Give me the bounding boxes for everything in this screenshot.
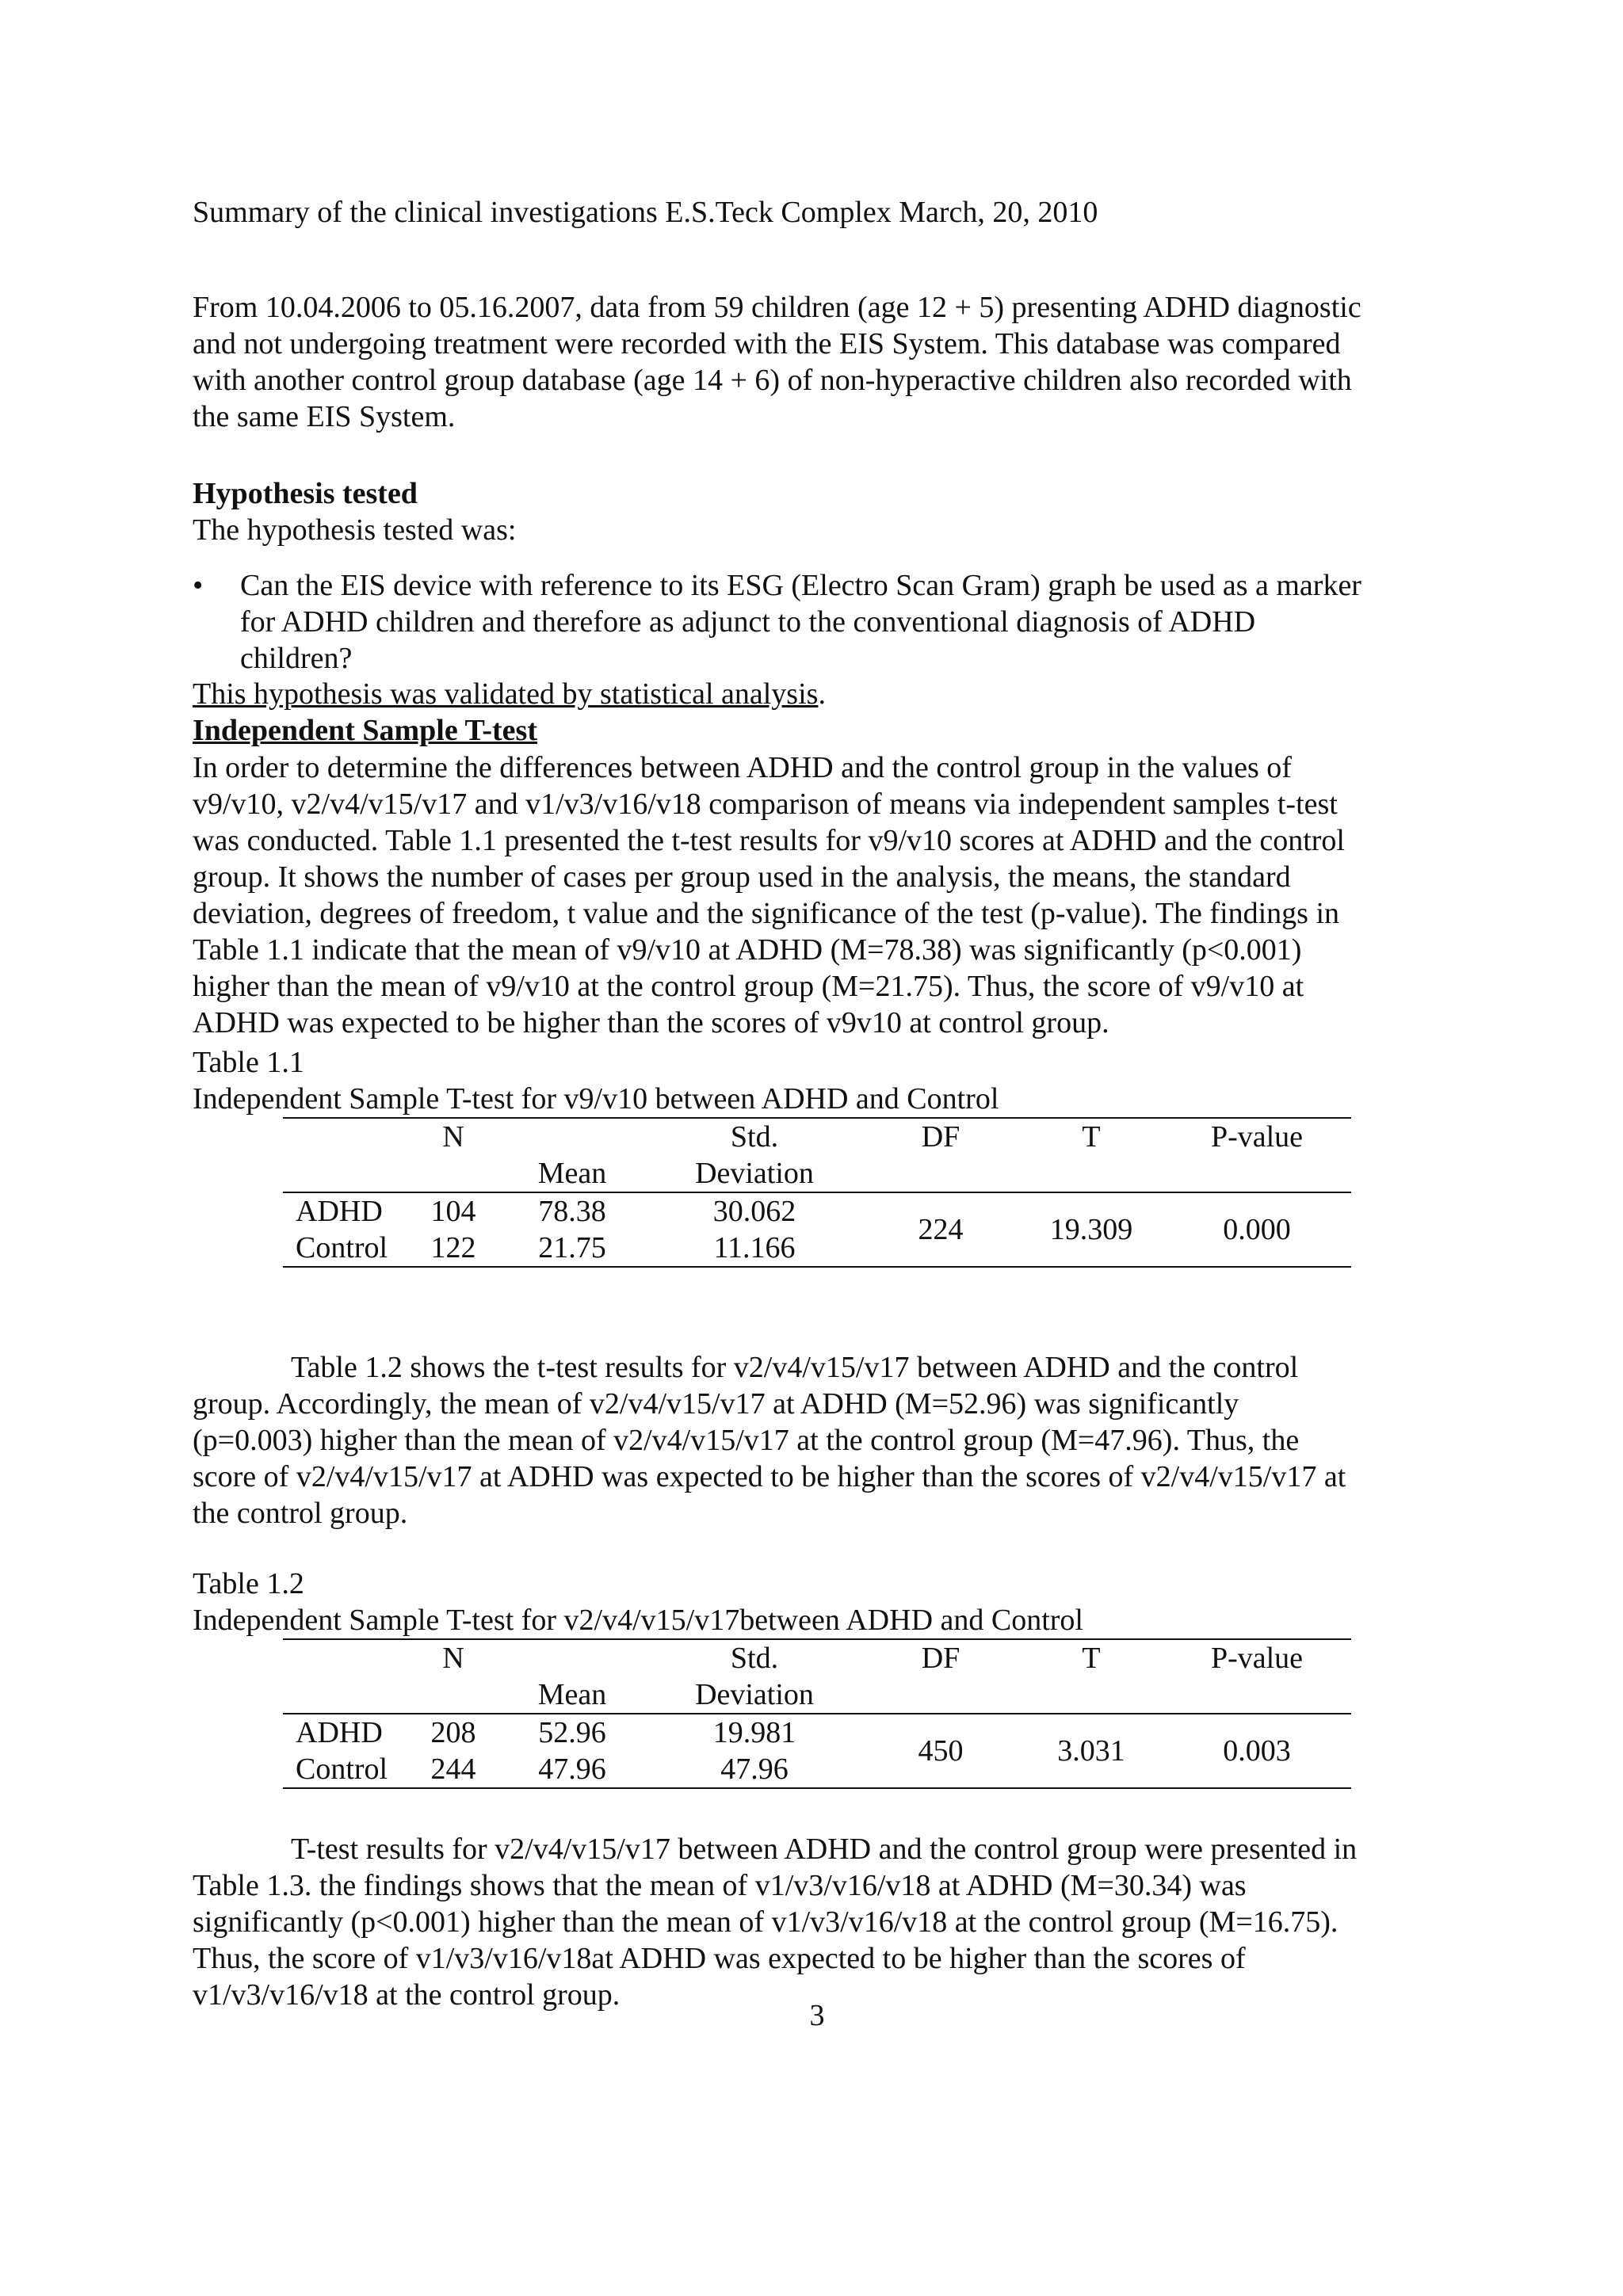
table2-t: 3.031 <box>1020 1714 1163 1788</box>
table1-header-n: N <box>410 1118 497 1155</box>
table1-row-std: 11.166 <box>647 1230 861 1267</box>
table2-header-mean-blank <box>497 1639 647 1676</box>
validated-line <box>193 676 826 712</box>
table2-header-p: P-value <box>1163 1639 1351 1676</box>
table2-header-deviation: Deviation <box>647 1676 861 1714</box>
table1 <box>283 1117 1351 1268</box>
table2-row-mean: 52.96 <box>538 1716 606 1749</box>
table1-row-std: 30.062 <box>712 1195 796 1228</box>
table2-row-n: 244 <box>410 1751 497 1788</box>
table1-row-group: ADHD <box>296 1195 383 1228</box>
validated-text: This hypothesis was validated by statistical analysis <box>193 677 819 711</box>
table1-title: Independent Sample T-test for v9/v10 between ADHD and Control <box>193 1082 999 1116</box>
table1-row-mean: 21.75 <box>497 1230 647 1267</box>
hypothesis-bullet: Can the EIS device with reference to its ESG (Electro Scan Gram) graph be used as a marker for ADHD children and therefore as adjunct to the conventional diagnosis of ADHD children? <box>240 569 1361 675</box>
table2-title: Independent Sample T-test for v2/v4/v15/v17between ADHD and Control <box>193 1604 1083 1637</box>
paragraph-3: T-test results for v2/v4/v15/v17 between ADHD and the control group were presented in Table 1.3. the findings shows that the mean of v1/v3/v16/v18 at ADHD (M=30.34) was significantly (p<0.001) higher than the mean of v1/v3/v16/v18 at the control group (M=16.75). Thus, the score of v1/v3/v16/v18at ADHD was expected to be higher than the scores of v1/v3/v16/v18 at the control group. <box>193 1833 1358 2012</box>
document-header: Summary of the clinical investigations E.S.Teck Complex March, 20, 2010 <box>193 196 1098 229</box>
table1-row-mean: 78.38 <box>538 1195 606 1228</box>
page-number: 3 <box>809 1999 825 2032</box>
table2-header-df: DF <box>861 1639 1020 1676</box>
table2-row-std: 47.96 <box>647 1751 861 1788</box>
table1-header-mean-blank <box>497 1118 647 1155</box>
table2-p: 0.003 <box>1163 1714 1351 1788</box>
validated-period: . <box>818 677 826 711</box>
table1-header-df: DF <box>861 1118 1020 1155</box>
table1-header-blank <box>283 1118 410 1155</box>
table2-row-n: 208 <box>430 1716 476 1749</box>
table-row <box>283 1192 1351 1230</box>
table1-t: 19.309 <box>1020 1192 1163 1267</box>
table1-header-p: P-value <box>1163 1118 1351 1155</box>
table1-df: 224 <box>861 1192 1020 1267</box>
table2 <box>283 1638 1351 1789</box>
table2-row-group: Control <box>283 1751 410 1788</box>
table1-p: 0.000 <box>1163 1192 1351 1267</box>
table2-header-std: Std. <box>647 1639 861 1676</box>
table1-label: Table 1.1 <box>193 1046 304 1079</box>
table1-row-group: Control <box>283 1230 410 1267</box>
table2-row-mean: 47.96 <box>497 1751 647 1788</box>
table1-header-deviation: Deviation <box>647 1155 861 1192</box>
table2-row-std: 19.981 <box>712 1716 796 1749</box>
hypothesis-intro: The hypothesis tested was: <box>193 513 517 547</box>
table2-header-n: N <box>410 1639 497 1676</box>
table1-header-std: Std. <box>647 1118 861 1155</box>
table-row <box>283 1714 1351 1751</box>
table1-header-mean: Mean <box>497 1155 647 1192</box>
table1-row-n: 104 <box>430 1195 476 1228</box>
table1-header-t: T <box>1020 1118 1163 1155</box>
table2-label: Table 1.2 <box>193 1567 304 1600</box>
hypothesis-heading: Hypothesis tested <box>193 477 418 510</box>
table1-row-n: 122 <box>410 1230 497 1267</box>
intro-paragraph: From 10.04.2006 to 05.16.2007, data from 59 children (age 12 + 5) presenting ADHD diagnostic and not undergoing treatment were recorded with the EIS System. This database was compared with another control group database (age 14 + 6) of non-hyperactive children also recorded with the same EIS System. <box>193 291 1361 433</box>
paragraph-2: Table 1.2 shows the t-test results for v2/v4/v15/v17 between ADHD and the control group. Accordingly, the mean of v2/v4/v15/v17 at ADHD (M=52.96) was significantly (p=0.003) higher than the mean of v2/v4/v15/v17 at the control group (M=47.96). Thus, the score of v2/v4/v15/v17 at ADHD was expected to be higher than the scores of v2/v4/v15/v17 at the control group. <box>193 1351 1346 1530</box>
table2-header-t: T <box>1020 1639 1163 1676</box>
table2-header-blank <box>283 1639 410 1676</box>
bullet-icon: • <box>193 569 204 602</box>
ttest-paragraph: In order to determine the differences between ADHD and the control group in the values of v9/v10, v2/v4/v15/v17 and v1/v3/v16/v18 comparison of means via independent samples t-test was conducted. Table 1.1 presented the t-test results for v9/v10 scores at ADHD and the control group. It shows the number of cases per group used in the analysis, the means, the standard deviation, degrees of freedom, t value and the significance of the test (p-value). The findings in Table 1.1 indicate that the mean of v9/v10 at ADHD (M=78.38) was significantly (p<0.001) higher than the mean of v9/v10 at the control group (M=21.75). Thus, the score of v9/v10 at ADHD was expected to be higher than the scores of v9v10 at control group. <box>193 751 1345 1039</box>
ttest-heading: Independent Sample T-test <box>193 714 537 747</box>
table2-row-group: ADHD <box>296 1716 383 1749</box>
table2-df: 450 <box>861 1714 1020 1788</box>
table2-header-mean: Mean <box>497 1676 647 1714</box>
